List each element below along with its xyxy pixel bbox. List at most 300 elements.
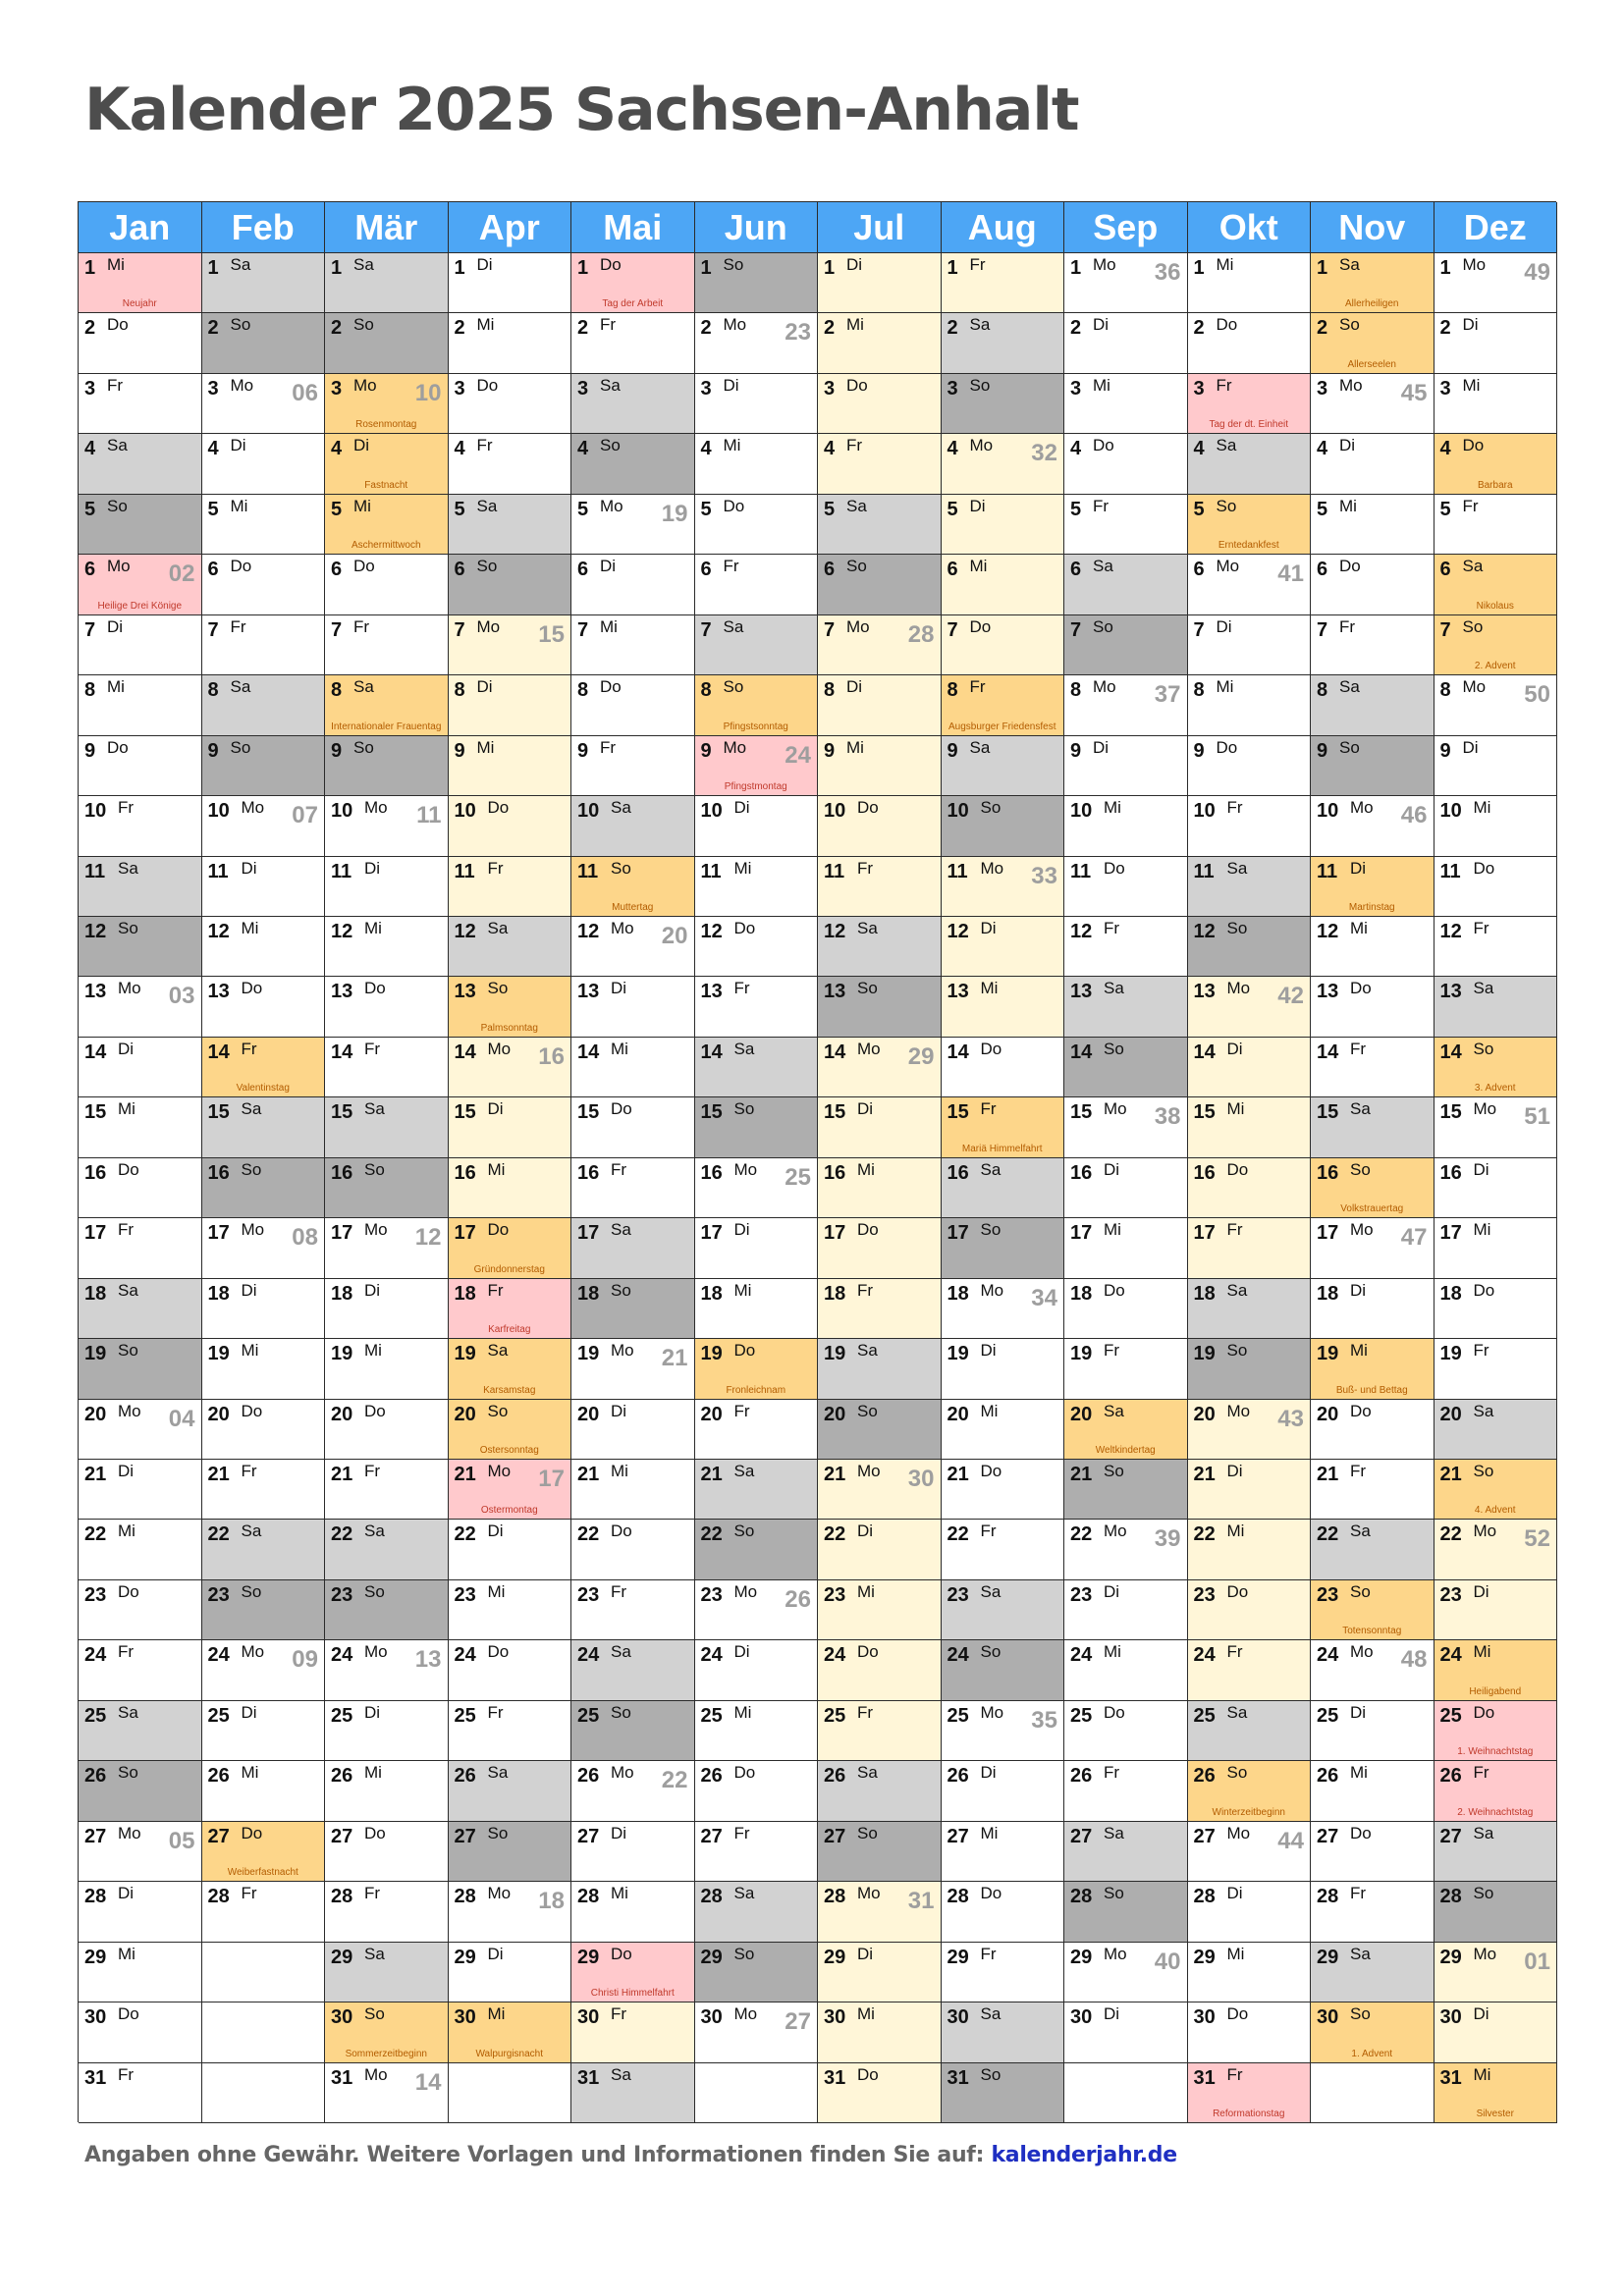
day-cell[interactable] bbox=[1435, 1822, 1558, 1882]
day-cell[interactable] bbox=[449, 1882, 572, 1942]
day-cell[interactable] bbox=[79, 1218, 202, 1278]
day-cell[interactable] bbox=[942, 1097, 1065, 1157]
day-cell[interactable] bbox=[1311, 1822, 1435, 1882]
day-cell[interactable] bbox=[449, 495, 572, 555]
day-cell[interactable] bbox=[325, 1520, 449, 1579]
day-cell[interactable] bbox=[571, 1701, 695, 1761]
day-cell[interactable] bbox=[449, 977, 572, 1037]
day-cell[interactable] bbox=[202, 434, 326, 494]
day-cell[interactable] bbox=[1435, 1038, 1558, 1097]
day-cell[interactable] bbox=[571, 1943, 695, 2002]
day-cell[interactable] bbox=[695, 1761, 819, 1821]
day-cell[interactable] bbox=[818, 1339, 942, 1399]
day-cell[interactable] bbox=[695, 1701, 819, 1761]
day-cell[interactable] bbox=[202, 1218, 326, 1278]
day-cell[interactable] bbox=[202, 1701, 326, 1761]
day-cell[interactable] bbox=[942, 1400, 1065, 1460]
day-cell[interactable] bbox=[1064, 434, 1188, 494]
day-cell[interactable] bbox=[325, 1218, 449, 1278]
day-cell[interactable] bbox=[325, 1943, 449, 2002]
day-cell[interactable] bbox=[449, 1097, 572, 1157]
day-cell[interactable] bbox=[942, 1943, 1065, 2002]
footer-link[interactable]: kalenderjahr.de bbox=[991, 2143, 1177, 2167]
day-cell[interactable] bbox=[202, 495, 326, 555]
day-cell[interactable] bbox=[1064, 1520, 1188, 1579]
day-cell[interactable] bbox=[942, 917, 1065, 977]
day-cell[interactable] bbox=[1435, 917, 1558, 977]
day-cell[interactable] bbox=[1311, 1400, 1435, 1460]
day-cell[interactable] bbox=[449, 736, 572, 796]
day-cell[interactable] bbox=[1064, 1761, 1188, 1821]
day-cell[interactable] bbox=[1188, 313, 1312, 373]
day-cell[interactable] bbox=[79, 1339, 202, 1399]
day-cell[interactable] bbox=[449, 796, 572, 856]
day-cell[interactable] bbox=[325, 1460, 449, 1520]
day-cell[interactable] bbox=[202, 1822, 326, 1882]
day-cell[interactable] bbox=[1311, 857, 1435, 917]
day-cell[interactable] bbox=[449, 1580, 572, 1640]
day-cell[interactable] bbox=[1435, 857, 1558, 917]
day-cell[interactable] bbox=[818, 1580, 942, 1640]
day-cell[interactable] bbox=[818, 2002, 942, 2062]
day-cell[interactable] bbox=[1064, 917, 1188, 977]
day-cell[interactable] bbox=[571, 1460, 695, 1520]
day-cell[interactable] bbox=[325, 1882, 449, 1942]
day-cell[interactable] bbox=[1435, 1460, 1558, 1520]
day-cell[interactable] bbox=[1064, 1580, 1188, 1640]
day-cell[interactable] bbox=[1311, 1701, 1435, 1761]
day-cell[interactable] bbox=[79, 615, 202, 675]
day-cell[interactable] bbox=[1435, 1218, 1558, 1278]
day-cell[interactable] bbox=[1188, 1520, 1312, 1579]
day-cell[interactable] bbox=[571, 1640, 695, 1700]
day-cell[interactable] bbox=[325, 1158, 449, 1218]
day-cell[interactable] bbox=[818, 977, 942, 1037]
day-cell[interactable] bbox=[571, 1339, 695, 1399]
day-cell[interactable] bbox=[695, 1218, 819, 1278]
day-cell[interactable] bbox=[571, 2002, 695, 2062]
day-cell[interactable] bbox=[1064, 675, 1188, 735]
day-cell[interactable] bbox=[325, 796, 449, 856]
day-cell[interactable] bbox=[818, 1279, 942, 1339]
day-cell[interactable] bbox=[202, 1038, 326, 1097]
day-cell[interactable] bbox=[202, 1580, 326, 1640]
day-cell[interactable] bbox=[695, 374, 819, 434]
day-cell[interactable] bbox=[449, 555, 572, 614]
day-cell[interactable] bbox=[818, 555, 942, 614]
day-cell[interactable] bbox=[1064, 615, 1188, 675]
day-cell[interactable] bbox=[1064, 313, 1188, 373]
day-cell[interactable] bbox=[79, 2002, 202, 2062]
day-cell[interactable] bbox=[79, 313, 202, 373]
day-cell[interactable] bbox=[1188, 1943, 1312, 2002]
day-cell[interactable] bbox=[818, 1460, 942, 1520]
day-cell[interactable] bbox=[818, 675, 942, 735]
day-cell[interactable] bbox=[1435, 1097, 1558, 1157]
day-cell[interactable] bbox=[325, 1038, 449, 1097]
day-cell[interactable] bbox=[1188, 675, 1312, 735]
day-cell[interactable] bbox=[79, 1640, 202, 1700]
day-cell[interactable] bbox=[1064, 857, 1188, 917]
day-cell[interactable] bbox=[79, 736, 202, 796]
day-cell[interactable] bbox=[1064, 1339, 1188, 1399]
day-cell[interactable] bbox=[79, 1580, 202, 1640]
day-cell[interactable] bbox=[942, 253, 1065, 313]
day-cell[interactable] bbox=[79, 1701, 202, 1761]
day-cell[interactable] bbox=[325, 615, 449, 675]
day-cell[interactable] bbox=[449, 1400, 572, 1460]
day-cell[interactable] bbox=[1188, 374, 1312, 434]
day-cell[interactable] bbox=[1188, 1038, 1312, 1097]
day-cell[interactable] bbox=[571, 615, 695, 675]
day-cell[interactable] bbox=[1435, 1520, 1558, 1579]
day-cell[interactable] bbox=[202, 1400, 326, 1460]
day-cell[interactable] bbox=[79, 1882, 202, 1942]
day-cell[interactable] bbox=[202, 1460, 326, 1520]
day-cell[interactable] bbox=[695, 1038, 819, 1097]
day-cell[interactable] bbox=[325, 434, 449, 494]
day-cell[interactable] bbox=[1311, 615, 1435, 675]
day-cell[interactable] bbox=[942, 1218, 1065, 1278]
day-cell[interactable] bbox=[1311, 2002, 1435, 2062]
day-cell[interactable] bbox=[1311, 495, 1435, 555]
day-cell[interactable] bbox=[1435, 1882, 1558, 1942]
day-cell[interactable] bbox=[818, 1038, 942, 1097]
day-cell[interactable] bbox=[1188, 857, 1312, 917]
day-cell[interactable] bbox=[449, 1701, 572, 1761]
day-cell[interactable] bbox=[818, 736, 942, 796]
day-cell[interactable] bbox=[1311, 1943, 1435, 2002]
day-cell[interactable] bbox=[202, 253, 326, 313]
day-cell[interactable] bbox=[449, 917, 572, 977]
day-cell[interactable] bbox=[1435, 615, 1558, 675]
day-cell[interactable] bbox=[942, 2002, 1065, 2062]
day-cell[interactable] bbox=[1064, 555, 1188, 614]
day-cell[interactable] bbox=[1311, 374, 1435, 434]
day-cell[interactable] bbox=[202, 917, 326, 977]
day-cell[interactable] bbox=[942, 2063, 1065, 2123]
day-cell[interactable] bbox=[695, 1520, 819, 1579]
day-cell[interactable] bbox=[818, 1943, 942, 2002]
day-cell[interactable] bbox=[1064, 1943, 1188, 2002]
day-cell[interactable] bbox=[449, 2002, 572, 2062]
day-cell[interactable] bbox=[571, 1279, 695, 1339]
day-cell[interactable] bbox=[202, 1640, 326, 1700]
day-cell[interactable] bbox=[1064, 1400, 1188, 1460]
day-cell[interactable] bbox=[1435, 977, 1558, 1037]
day-cell[interactable] bbox=[1435, 1580, 1558, 1640]
day-cell[interactable] bbox=[79, 857, 202, 917]
day-cell[interactable] bbox=[818, 1400, 942, 1460]
day-cell[interactable] bbox=[571, 675, 695, 735]
day-cell[interactable] bbox=[449, 857, 572, 917]
day-cell[interactable] bbox=[449, 1943, 572, 2002]
day-cell[interactable] bbox=[1311, 1097, 1435, 1157]
day-cell[interactable] bbox=[1311, 675, 1435, 735]
day-cell[interactable] bbox=[1064, 796, 1188, 856]
day-cell[interactable] bbox=[818, 917, 942, 977]
day-cell[interactable] bbox=[1435, 1943, 1558, 2002]
day-cell[interactable] bbox=[1064, 1097, 1188, 1157]
day-cell[interactable] bbox=[695, 1882, 819, 1942]
day-cell[interactable] bbox=[695, 615, 819, 675]
day-cell[interactable] bbox=[1311, 1218, 1435, 1278]
day-cell[interactable] bbox=[1064, 2002, 1188, 2062]
day-cell[interactable] bbox=[695, 495, 819, 555]
day-cell[interactable] bbox=[1435, 374, 1558, 434]
day-cell[interactable] bbox=[1311, 253, 1435, 313]
day-cell[interactable] bbox=[942, 434, 1065, 494]
day-cell[interactable] bbox=[1435, 2002, 1558, 2062]
day-cell[interactable] bbox=[79, 1158, 202, 1218]
day-cell[interactable] bbox=[695, 1460, 819, 1520]
day-cell[interactable] bbox=[942, 1580, 1065, 1640]
day-cell[interactable] bbox=[1435, 675, 1558, 735]
day-cell[interactable] bbox=[942, 1761, 1065, 1821]
day-cell[interactable] bbox=[818, 313, 942, 373]
day-cell[interactable] bbox=[1188, 615, 1312, 675]
day-cell[interactable] bbox=[325, 1400, 449, 1460]
day-cell[interactable] bbox=[79, 253, 202, 313]
day-cell[interactable] bbox=[325, 555, 449, 614]
day-cell[interactable] bbox=[942, 1038, 1065, 1097]
day-cell[interactable] bbox=[449, 675, 572, 735]
day-cell[interactable] bbox=[818, 857, 942, 917]
day-cell[interactable] bbox=[1188, 1761, 1312, 1821]
day-cell[interactable] bbox=[202, 736, 326, 796]
day-cell[interactable] bbox=[942, 1640, 1065, 1700]
day-cell[interactable] bbox=[1064, 1882, 1188, 1942]
day-cell[interactable] bbox=[325, 2002, 449, 2062]
day-cell[interactable] bbox=[695, 1097, 819, 1157]
day-cell[interactable] bbox=[79, 977, 202, 1037]
day-cell[interactable] bbox=[571, 555, 695, 614]
day-cell[interactable] bbox=[571, 1822, 695, 1882]
day-cell[interactable] bbox=[1188, 1218, 1312, 1278]
day-cell[interactable] bbox=[942, 1460, 1065, 1520]
day-cell[interactable] bbox=[818, 495, 942, 555]
day-cell[interactable] bbox=[571, 1097, 695, 1157]
day-cell[interactable] bbox=[202, 1158, 326, 1218]
day-cell[interactable] bbox=[571, 495, 695, 555]
day-cell[interactable] bbox=[449, 1158, 572, 1218]
day-cell[interactable] bbox=[571, 917, 695, 977]
day-cell[interactable] bbox=[449, 434, 572, 494]
day-cell[interactable] bbox=[571, 977, 695, 1037]
day-cell[interactable] bbox=[1064, 736, 1188, 796]
day-cell[interactable] bbox=[202, 313, 326, 373]
day-cell[interactable] bbox=[1311, 736, 1435, 796]
day-cell[interactable] bbox=[695, 736, 819, 796]
day-cell[interactable] bbox=[202, 555, 326, 614]
day-cell[interactable] bbox=[325, 495, 449, 555]
day-cell[interactable] bbox=[1064, 374, 1188, 434]
day-cell[interactable] bbox=[695, 1339, 819, 1399]
day-cell[interactable] bbox=[818, 253, 942, 313]
day-cell[interactable] bbox=[449, 1640, 572, 1700]
day-cell[interactable] bbox=[695, 313, 819, 373]
day-cell[interactable] bbox=[1064, 495, 1188, 555]
day-cell[interactable] bbox=[695, 857, 819, 917]
day-cell[interactable] bbox=[449, 253, 572, 313]
day-cell[interactable] bbox=[325, 736, 449, 796]
day-cell[interactable] bbox=[695, 1158, 819, 1218]
day-cell[interactable] bbox=[1311, 1460, 1435, 1520]
day-cell[interactable] bbox=[1435, 555, 1558, 614]
day-cell[interactable] bbox=[449, 374, 572, 434]
day-cell[interactable] bbox=[1064, 1640, 1188, 1700]
day-cell[interactable] bbox=[818, 374, 942, 434]
day-cell[interactable] bbox=[1435, 313, 1558, 373]
day-cell[interactable] bbox=[818, 434, 942, 494]
day-cell[interactable] bbox=[942, 857, 1065, 917]
day-cell[interactable] bbox=[1435, 1701, 1558, 1761]
day-cell[interactable] bbox=[325, 1279, 449, 1339]
day-cell[interactable] bbox=[695, 1943, 819, 2002]
day-cell[interactable] bbox=[571, 1038, 695, 1097]
day-cell[interactable] bbox=[571, 857, 695, 917]
day-cell[interactable] bbox=[1188, 1701, 1312, 1761]
day-cell[interactable] bbox=[1435, 736, 1558, 796]
day-cell[interactable] bbox=[1064, 977, 1188, 1037]
day-cell[interactable] bbox=[1188, 1640, 1312, 1700]
day-cell[interactable] bbox=[695, 796, 819, 856]
day-cell[interactable] bbox=[1188, 917, 1312, 977]
day-cell[interactable] bbox=[1064, 253, 1188, 313]
day-cell[interactable] bbox=[202, 1520, 326, 1579]
day-cell[interactable] bbox=[449, 1761, 572, 1821]
day-cell[interactable] bbox=[1435, 434, 1558, 494]
day-cell[interactable] bbox=[942, 977, 1065, 1037]
day-cell[interactable] bbox=[571, 374, 695, 434]
day-cell[interactable] bbox=[1311, 434, 1435, 494]
day-cell[interactable] bbox=[325, 857, 449, 917]
day-cell[interactable] bbox=[79, 1038, 202, 1097]
day-cell[interactable] bbox=[1188, 1158, 1312, 1218]
day-cell[interactable] bbox=[449, 1279, 572, 1339]
day-cell[interactable] bbox=[449, 1038, 572, 1097]
day-cell[interactable] bbox=[571, 1158, 695, 1218]
day-cell[interactable] bbox=[449, 1218, 572, 1278]
day-cell[interactable] bbox=[325, 1701, 449, 1761]
day-cell[interactable] bbox=[1435, 1400, 1558, 1460]
day-cell[interactable] bbox=[1311, 1640, 1435, 1700]
day-cell[interactable] bbox=[571, 1882, 695, 1942]
day-cell[interactable] bbox=[1311, 1761, 1435, 1821]
day-cell[interactable] bbox=[202, 1339, 326, 1399]
day-cell[interactable] bbox=[942, 374, 1065, 434]
day-cell[interactable] bbox=[79, 675, 202, 735]
day-cell[interactable] bbox=[79, 917, 202, 977]
day-cell[interactable] bbox=[1188, 1882, 1312, 1942]
day-cell[interactable] bbox=[818, 1158, 942, 1218]
day-cell[interactable] bbox=[325, 253, 449, 313]
day-cell[interactable] bbox=[325, 374, 449, 434]
day-cell[interactable] bbox=[571, 313, 695, 373]
day-cell[interactable] bbox=[1435, 1761, 1558, 1821]
day-cell[interactable] bbox=[1064, 1279, 1188, 1339]
day-cell[interactable] bbox=[1188, 1460, 1312, 1520]
day-cell[interactable] bbox=[1311, 313, 1435, 373]
day-cell[interactable] bbox=[1435, 2063, 1558, 2123]
day-cell[interactable] bbox=[79, 555, 202, 614]
day-cell[interactable] bbox=[1188, 796, 1312, 856]
day-cell[interactable] bbox=[449, 1822, 572, 1882]
day-cell[interactable] bbox=[202, 1279, 326, 1339]
day-cell[interactable] bbox=[818, 796, 942, 856]
day-cell[interactable] bbox=[942, 736, 1065, 796]
day-cell[interactable] bbox=[942, 313, 1065, 373]
day-cell[interactable] bbox=[79, 1761, 202, 1821]
day-cell[interactable] bbox=[1188, 555, 1312, 614]
day-cell[interactable] bbox=[449, 615, 572, 675]
day-cell[interactable] bbox=[1435, 1279, 1558, 1339]
day-cell[interactable] bbox=[942, 555, 1065, 614]
day-cell[interactable] bbox=[325, 675, 449, 735]
day-cell[interactable] bbox=[695, 434, 819, 494]
day-cell[interactable] bbox=[818, 1761, 942, 1821]
day-cell[interactable] bbox=[695, 675, 819, 735]
day-cell[interactable] bbox=[1188, 2063, 1312, 2123]
day-cell[interactable] bbox=[325, 313, 449, 373]
day-cell[interactable] bbox=[325, 2063, 449, 2123]
day-cell[interactable] bbox=[1188, 977, 1312, 1037]
day-cell[interactable] bbox=[695, 917, 819, 977]
day-cell[interactable] bbox=[202, 977, 326, 1037]
day-cell[interactable] bbox=[1435, 1339, 1558, 1399]
day-cell[interactable] bbox=[79, 2063, 202, 2123]
day-cell[interactable] bbox=[571, 2063, 695, 2123]
day-cell[interactable] bbox=[571, 1580, 695, 1640]
day-cell[interactable] bbox=[325, 1761, 449, 1821]
day-cell[interactable] bbox=[1311, 796, 1435, 856]
day-cell[interactable] bbox=[1435, 796, 1558, 856]
day-cell[interactable] bbox=[942, 1822, 1065, 1882]
day-cell[interactable] bbox=[79, 1943, 202, 2002]
day-cell[interactable] bbox=[449, 1520, 572, 1579]
day-cell[interactable] bbox=[1188, 736, 1312, 796]
day-cell[interactable] bbox=[1064, 1218, 1188, 1278]
day-cell[interactable] bbox=[325, 977, 449, 1037]
day-cell[interactable] bbox=[1064, 1460, 1188, 1520]
day-cell[interactable] bbox=[79, 1460, 202, 1520]
day-cell[interactable] bbox=[1435, 495, 1558, 555]
day-cell[interactable] bbox=[325, 1640, 449, 1700]
day-cell[interactable] bbox=[695, 1580, 819, 1640]
day-cell[interactable] bbox=[942, 615, 1065, 675]
day-cell[interactable] bbox=[202, 796, 326, 856]
day-cell[interactable] bbox=[1064, 1822, 1188, 1882]
day-cell[interactable] bbox=[1188, 1400, 1312, 1460]
day-cell[interactable] bbox=[1311, 1580, 1435, 1640]
day-cell[interactable] bbox=[202, 1097, 326, 1157]
day-cell[interactable] bbox=[818, 1520, 942, 1579]
day-cell[interactable] bbox=[1188, 1339, 1312, 1399]
day-cell[interactable] bbox=[1435, 1640, 1558, 1700]
day-cell[interactable] bbox=[79, 1822, 202, 1882]
day-cell[interactable] bbox=[695, 977, 819, 1037]
day-cell[interactable] bbox=[202, 857, 326, 917]
day-cell[interactable] bbox=[1064, 1158, 1188, 1218]
day-cell[interactable] bbox=[325, 1339, 449, 1399]
day-cell[interactable] bbox=[571, 736, 695, 796]
day-cell[interactable] bbox=[942, 1339, 1065, 1399]
day-cell[interactable] bbox=[1064, 1701, 1188, 1761]
day-cell[interactable] bbox=[202, 374, 326, 434]
day-cell[interactable] bbox=[202, 1882, 326, 1942]
day-cell[interactable] bbox=[1311, 977, 1435, 1037]
day-cell[interactable] bbox=[818, 1882, 942, 1942]
